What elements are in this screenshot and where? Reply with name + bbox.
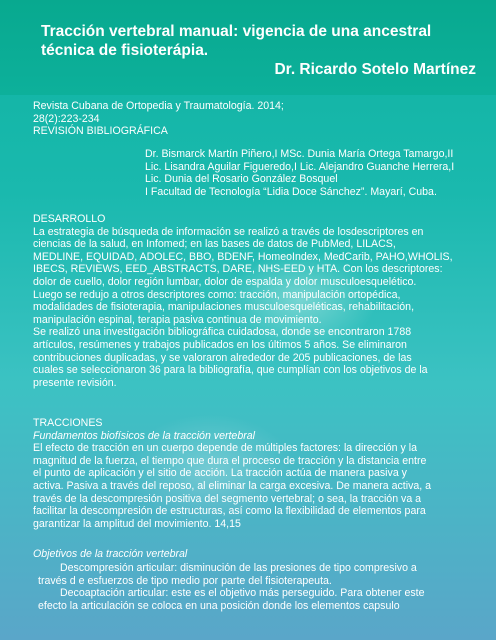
paragraph-line: artículos, resúmenes y trabajos publicados en los últimos 5 años. Se eliminaron	[33, 338, 407, 351]
paragraph-line: magnitud de la fuerza, el tiempo que dura el proceso de tracción y la distancia entre	[33, 454, 427, 467]
header-band	[0, 0, 496, 95]
paragraph-line: ciencias de la salud, en Infomed; en las bases de datos de PubMed, LILACS,	[33, 238, 396, 251]
subsection-heading: Fundamentos biofísicos de la tracción vertebral	[33, 429, 255, 442]
list-item	[38, 562, 478, 587]
section-heading: TRACCIONES	[33, 417, 103, 429]
paragraph-line: Luego se redujo a otros descriptores como: tracción, manipulación ortopédica,	[33, 288, 401, 301]
paragraph-line: través de la descompresión positiva del segmento vertebral; o sea, la tracción va a	[33, 492, 422, 505]
journal-citation	[33, 100, 473, 138]
paragraph-line: El efecto de tracción en un cuerpo depende de múltiples factores: la dirección y la	[33, 442, 417, 455]
journal-line: 28(2):223-234	[33, 112, 100, 125]
paragraph-line: facilitar la descompresión de estructuras, así como la flexibilidad de elementos para	[33, 505, 426, 518]
paragraph-line: modalidades de fisioterapia, manipulaciones musculoesqueléticas, rehabilitación,	[33, 301, 415, 314]
affiliation-line: Lic. Dunia del Rosario González Bosquel	[145, 173, 338, 186]
bullet-icon	[38, 587, 60, 600]
desarrollo-section	[33, 213, 465, 389]
journal-line: Revista Cubana de Ortopedia y Traumatología. 2014;	[33, 100, 284, 112]
subsection-heading: Objetivos de la tracción vertebral	[33, 548, 188, 560]
list-item-continuation: través d e esfuerzos de tipo medio por parte del fisioterapeuta.	[38, 574, 332, 587]
authors-affiliations	[145, 148, 485, 198]
paragraph-line: el punto de aplicación y el sitio de acción. La tracción actúa de manera pasiva y	[33, 467, 407, 480]
list-item-first-line	[38, 587, 478, 600]
affiliation-line: Dr. Bismarck Martín Piñero,I MSc. Dunia María Ortega Tamargo,II	[145, 148, 454, 160]
list-item-continuation: efecto la articulación se coloca en una posición donde los elementos capsulo	[38, 599, 400, 612]
paragraph-line: manipulación espinal, terapia pasiva continua de movimiento.	[33, 313, 322, 326]
paragraph-line: contribuciones duplicadas, y se valoraron alrededor de 205 publicaciones, de las	[33, 351, 412, 364]
paragraph-line: cuales se seleccionaron 36 para la bibliografía, que cumplían con los objetivos de la	[33, 364, 428, 377]
journal-line: REVISIÓN BIBLIOGRÁFICA	[33, 125, 168, 138]
list-item-text: Descompresión articular: disminución de las presiones de tipo compresivo a	[60, 562, 417, 574]
section-heading: DESARROLLO	[33, 213, 106, 225]
affiliation-line: I Facultad de Tecnología “Lidia Doce Sánchez”. Mayarí, Cuba.	[145, 185, 437, 198]
list-item	[38, 587, 478, 612]
affiliation-line: Lic. Lisandra Aguilar Figueredo,I Lic. Alejandro Guanche Herrera,I	[145, 160, 455, 173]
objetivos-list	[38, 562, 478, 612]
tracciones-section	[33, 417, 465, 530]
paragraph-line: activa. Pasiva a través del reposo, al eliminar la carga excesiva. De manera activa, a	[33, 479, 432, 492]
paragraph-line: dolor de cuello, dolor región lumbar, dolor de espalda y dolor musculoesquelético.	[33, 275, 417, 288]
paragraph-line: IBECS, REVIEWS, EED_ABSTRACTS, DARE, NHS-EED y HTA. Con los descriptores:	[33, 263, 443, 276]
paragraph-line: garantizar la amplitud del movimiento. 14,15	[33, 517, 241, 530]
article-title: Tracción vertebral manual: vigencia de una ancestral técnica de fisioterápia.	[41, 23, 432, 59]
paragraph-line: Se realizó una investigación bibliográfica cuidadosa, donde se encontraron 1788	[33, 326, 412, 339]
objetivos-heading-block	[33, 548, 465, 561]
list-item-first-line	[38, 562, 478, 575]
paragraph-line: presente revisión.	[33, 376, 117, 389]
paragraph-line: MEDLINE, EQUIDAD, ADOLEC, BBO, BDENF, HomeoIndex, MedCarib, PAHO,WHOLIS,	[33, 250, 453, 263]
paragraph-line: La estrategia de búsqueda de información se realizó a través de losdescriptores en	[33, 225, 424, 238]
bullet-icon	[38, 562, 60, 575]
list-item-text: Decoaptación articular: este es el objetivo más perseguido. Para obtener este	[60, 587, 425, 600]
main-author: Dr. Ricardo Sotelo Martínez	[274, 61, 476, 78]
